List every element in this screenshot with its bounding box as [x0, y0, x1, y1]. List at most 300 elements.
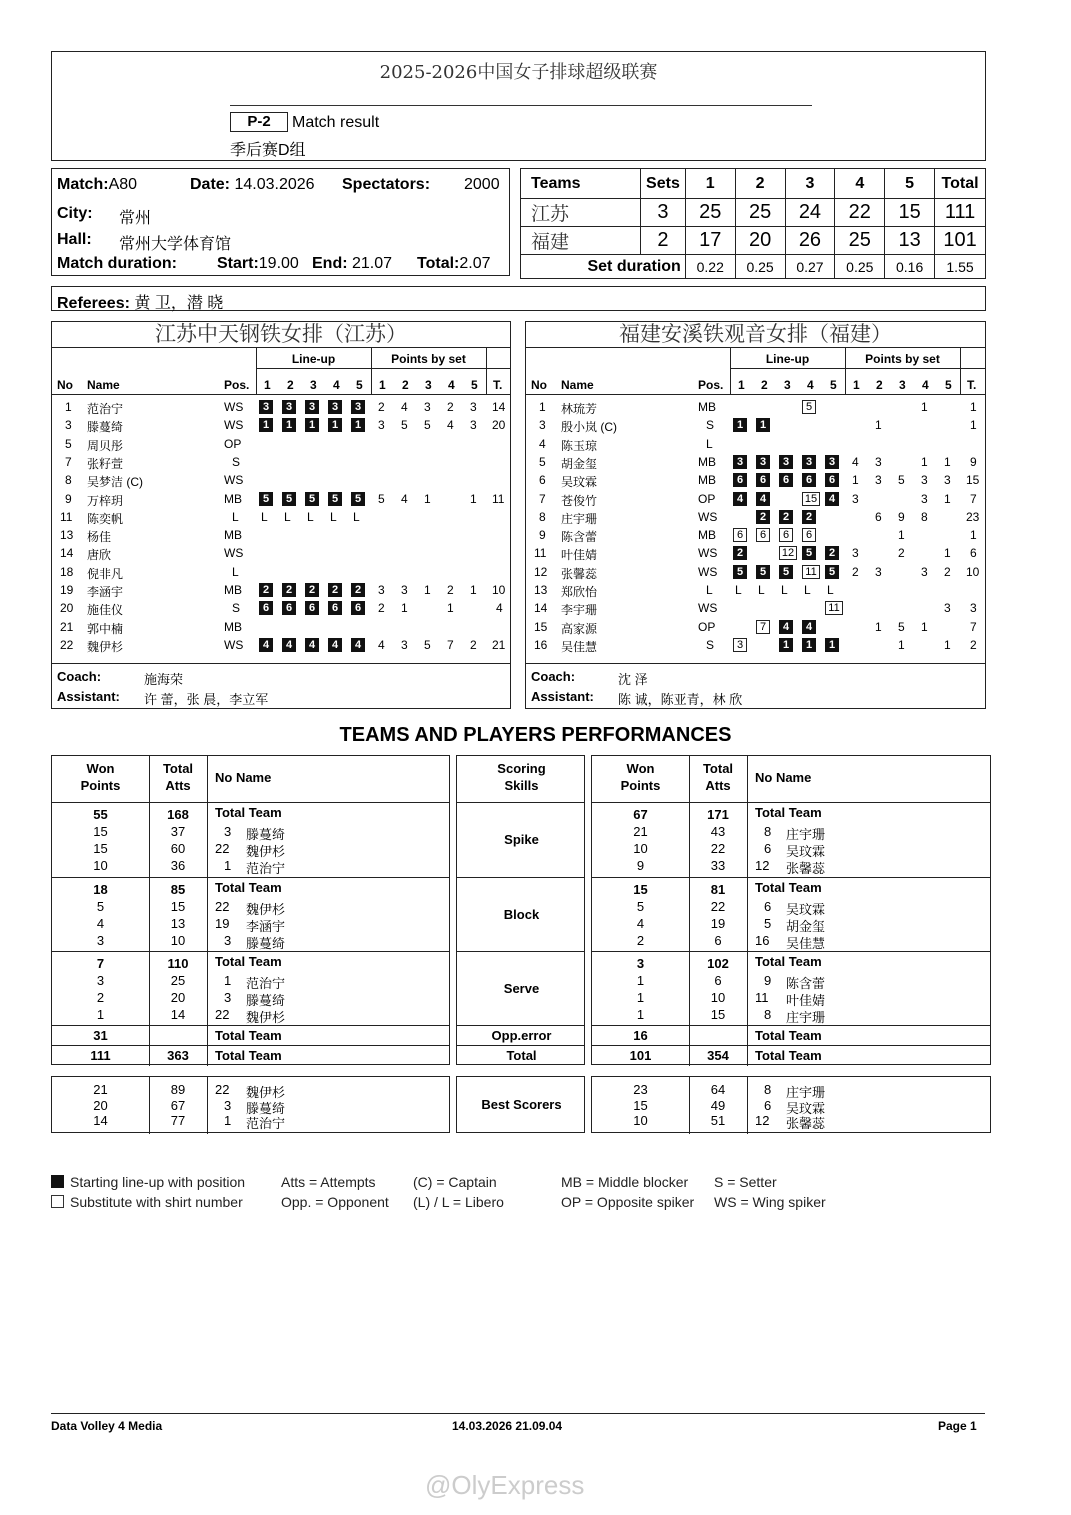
legend-atts: Atts = Attempts: [281, 1174, 376, 1190]
total-team-label: Total Team: [755, 1028, 822, 1043]
player-name: 陈含蕾: [561, 530, 598, 545]
player-name: 滕蔓绮: [87, 420, 124, 435]
away-team-box: [525, 321, 986, 709]
lineup-start-cell: 1: [305, 418, 319, 432]
player-won: 1: [96, 1007, 105, 1022]
row-divider: [592, 1045, 990, 1046]
lineup-set-header: 2: [761, 378, 768, 392]
lineup-libero: L: [781, 583, 788, 597]
set1-header: 1: [685, 169, 735, 199]
player-row: [52, 508, 510, 526]
player-number: 3: [65, 418, 72, 433]
player-name: 吴佳慧: [786, 936, 826, 951]
player-position: WS: [224, 546, 244, 561]
player-number: 5: [539, 454, 546, 469]
row-divider: [592, 877, 990, 878]
team-won: 15: [633, 882, 648, 897]
lineup-start-cell: 2: [259, 583, 273, 597]
scoring-header: Scoring: [497, 761, 546, 776]
team-won: 18: [93, 882, 108, 897]
player-won: 5: [96, 899, 105, 914]
match-date: 14.03.2026: [234, 176, 315, 193]
player-position: WS: [224, 473, 244, 488]
player-name: 苍俊竹: [561, 493, 598, 508]
away-best-scorers: [591, 1076, 991, 1133]
player-atts: 33: [710, 858, 726, 873]
set-points: 3: [875, 564, 882, 579]
set-points: 2: [447, 583, 454, 597]
lineup-sub-cell: 6: [802, 528, 816, 542]
player-atts: 20: [170, 990, 186, 1005]
lineup-start-cell: 2: [779, 510, 793, 524]
team-atts: 81: [710, 882, 726, 897]
lineup-start-cell: 5: [825, 565, 839, 579]
player-total-points: 9: [970, 454, 977, 469]
lineup-start-cell: 3: [779, 455, 793, 469]
set-points: 1: [875, 418, 882, 433]
player-position: S: [232, 601, 241, 616]
sets-header: Sets: [641, 169, 686, 199]
lineup-start-cell: 5: [282, 492, 296, 506]
player-name: 范治宁: [246, 976, 286, 991]
player-number: 11: [534, 546, 547, 561]
player-number: 1: [539, 400, 546, 414]
player-name: 张籽萱: [87, 456, 124, 471]
start-time: 19.00: [258, 255, 299, 272]
player-name: 滕蔓绮: [246, 936, 286, 951]
best-no: 8: [764, 1082, 772, 1097]
header-box: [51, 51, 986, 161]
legend-mb: MB = Middle blocker: [561, 1174, 689, 1190]
player-name: 郭中楠: [87, 621, 124, 636]
lineup-start-cell: 6: [802, 473, 816, 487]
skills-header: Skills: [504, 778, 539, 793]
lineup-libero: L: [284, 509, 291, 524]
score-sets: 2: [641, 227, 686, 255]
player-total-points: 4: [496, 601, 503, 616]
player-no: 8: [764, 1007, 772, 1022]
player-total-points: 10: [492, 583, 506, 597]
watermark: @OlyExpress: [425, 1470, 585, 1500]
player-no: 6: [764, 899, 772, 914]
player-atts: 15: [710, 1007, 726, 1022]
lineup-start-cell: 1: [282, 418, 296, 432]
player-number: 12: [534, 564, 548, 579]
lineup-start-cell: 6: [351, 601, 365, 615]
best-name: 庄宇珊: [786, 1085, 826, 1100]
set-points: 1: [944, 637, 951, 652]
player-position: L: [706, 583, 713, 597]
points-set-header: 5: [471, 378, 478, 392]
lineup-start-cell: 5: [802, 546, 816, 560]
player-name: 吴佳慧: [561, 639, 598, 654]
lineup-sub-cell: 5: [802, 400, 816, 414]
player-no: 5: [764, 916, 772, 931]
lineup-sub-cell: 12: [779, 546, 797, 560]
set-points: 1: [470, 491, 477, 506]
player-position: WS: [224, 418, 244, 433]
total-team-label: Total Team: [755, 880, 822, 895]
player-row: [52, 526, 510, 544]
player-total-points: 3: [970, 601, 977, 616]
set-points: 1: [470, 583, 477, 597]
set-points: 1: [875, 619, 882, 634]
lineup-start-cell: 2: [733, 546, 747, 560]
lineup-start-cell: 3: [328, 400, 342, 414]
lineup-sub-cell: 6: [733, 528, 747, 542]
team-atts: 171: [707, 807, 729, 822]
lineup-start-cell: 2: [328, 583, 342, 597]
player-atts: 22: [710, 899, 726, 914]
set3-header: 3: [785, 169, 835, 199]
player-row: [526, 490, 985, 508]
home-best-scorers: [51, 1076, 450, 1133]
total-header: Total: [702, 761, 734, 776]
lineup-libero: L: [827, 583, 834, 597]
set-duration: 0.22: [685, 255, 735, 279]
set-points: 1: [424, 491, 431, 506]
player-name: 魏伊杉: [246, 844, 286, 859]
lineup-set-header: 1: [738, 378, 745, 392]
player-number: 16: [534, 637, 548, 652]
referees-box: [51, 286, 986, 311]
player-name: 陈含蕾: [786, 976, 826, 991]
set-points: 3: [470, 418, 477, 433]
lineup-sub-cell: 6: [779, 528, 793, 542]
best-scorers-label: Best Scorers: [481, 1097, 562, 1112]
player-row: [526, 471, 985, 489]
set-points: 2: [852, 564, 859, 579]
row-divider: [457, 951, 584, 952]
lineup-start-cell: 4: [282, 638, 296, 652]
grand-total-atts: 354: [707, 1048, 729, 1063]
lineup-start-cell: 2: [351, 583, 365, 597]
lineup-start-cell: 6: [259, 601, 273, 615]
player-no: 8: [764, 824, 772, 839]
player-won: 1: [636, 1007, 645, 1022]
player-name: 李涵宇: [246, 919, 286, 934]
player-name: 周贝彤: [87, 438, 124, 453]
total-label: Total: [506, 1048, 537, 1063]
player-position: MB: [224, 491, 242, 506]
set-points: 6: [875, 509, 882, 524]
best-points: 14: [93, 1113, 108, 1128]
player-position: S: [706, 418, 715, 433]
set-points: 4: [378, 637, 385, 652]
coach-label: Coach:: [531, 669, 576, 684]
player-no: 6: [764, 841, 772, 856]
player-row: [526, 398, 985, 416]
set-points: 2: [898, 546, 905, 561]
coach-name: 施海荣: [144, 672, 184, 687]
player-atts: 6: [714, 973, 722, 988]
player-won: 1: [636, 990, 645, 1005]
player-row: [52, 490, 510, 508]
set-points: 2: [944, 564, 951, 579]
team-title: 福建安溪铁观音女排（福建）: [526, 322, 985, 348]
best-atts: 51: [710, 1113, 726, 1128]
lineup-start-cell: 3: [282, 400, 296, 414]
player-name: 高家源: [561, 621, 598, 636]
player-won: 4: [96, 916, 105, 931]
total-team-label: Total Team: [215, 880, 282, 895]
player-position: S: [232, 454, 241, 469]
spectators-count: 2000: [464, 176, 500, 193]
lineup-start-cell: 4: [305, 638, 319, 652]
points-header: Points: [620, 778, 661, 793]
player-number: 1: [65, 400, 72, 414]
score-set2: 20: [735, 227, 785, 255]
header-column-divider: [960, 348, 961, 394]
set-points: 2: [447, 400, 454, 414]
player-number: 15: [534, 619, 548, 634]
player-atts: 13: [170, 916, 186, 931]
set-points: 8: [921, 509, 928, 524]
set-points: 3: [401, 637, 408, 652]
best-no: 12: [755, 1113, 770, 1128]
player-position: L: [232, 509, 239, 524]
player-row: [526, 416, 985, 434]
set-points: 1: [424, 583, 431, 597]
score-set2: 25: [735, 199, 785, 227]
match-label: Match:: [57, 176, 109, 193]
player-name: 庄宇珊: [786, 1010, 826, 1025]
row-divider: [457, 877, 584, 878]
won-header: Won: [626, 761, 655, 776]
player-row: [52, 398, 510, 416]
lineup-start-cell: 4: [733, 492, 747, 506]
total-label: Total:: [417, 255, 460, 272]
player-position: MB: [698, 454, 716, 469]
player-total-points: 1: [970, 528, 977, 543]
match-number: A80: [108, 176, 138, 193]
team-won: 7: [96, 956, 105, 971]
atts-header: Atts: [705, 778, 731, 793]
player-atts: 19: [710, 916, 726, 931]
best-no: 22: [215, 1082, 230, 1097]
team-won: 55: [93, 807, 108, 822]
no-name-header: No Name: [755, 770, 812, 785]
header-divider: [230, 105, 812, 106]
player-name: 施佳仪: [87, 603, 124, 618]
lineup-libero: L: [307, 509, 314, 524]
set2-header: 2: [735, 169, 785, 199]
hall-label: Hall:: [57, 231, 92, 248]
coach-name: 沈 泽: [618, 672, 648, 687]
lineup-start-cell: 1: [756, 418, 770, 432]
player-position: S: [706, 637, 715, 652]
lineup-set-header: 2: [287, 378, 294, 392]
lineup-start-cell: 6: [825, 473, 839, 487]
player-position: MB: [224, 528, 242, 543]
player-row: [526, 581, 985, 599]
lineup-sub-cell: 7: [756, 620, 770, 634]
lineup-start-cell: 5: [328, 492, 342, 506]
set-duration: 0.27: [785, 255, 835, 279]
away-performance-table: [591, 755, 991, 1065]
set-points: 3: [852, 491, 859, 506]
player-name: 滕蔓绮: [246, 827, 286, 842]
player-no: 16: [755, 933, 770, 948]
player-name: 杨佳: [87, 530, 112, 545]
lineup-start-cell: 2: [825, 546, 839, 560]
player-position: OP: [224, 436, 242, 451]
player-name: 滕蔓绮: [246, 993, 286, 1008]
player-atts: 10: [170, 933, 186, 948]
set-score-table: [520, 168, 986, 279]
performance-title: TEAMS AND PLAYERS PERFORMANCES: [339, 724, 732, 746]
lineup-start-cell: 3: [305, 400, 319, 414]
document-title: Match result: [292, 114, 380, 131]
player-position: WS: [698, 601, 718, 616]
score-set4: 25: [835, 227, 885, 255]
player-won: 2: [636, 933, 645, 948]
best-no: 6: [764, 1097, 772, 1113]
footer-page: Page 1: [938, 1419, 977, 1433]
player-row: [52, 435, 510, 453]
set-points: 1: [898, 528, 905, 543]
player-won: 21: [633, 824, 648, 839]
skill-name: Block: [503, 907, 540, 922]
player-atts: 43: [710, 824, 726, 839]
city-label: City:: [57, 205, 93, 222]
points-header: Points by set: [391, 352, 466, 366]
player-total-points: 6: [970, 546, 977, 561]
score-set3: 26: [785, 227, 835, 255]
player-atts: 10: [710, 990, 726, 1005]
lineup-set-header: 4: [333, 378, 340, 392]
lineup-start-cell: 6: [282, 601, 296, 615]
player-row: [52, 636, 510, 654]
player-position: MB: [698, 473, 716, 488]
best-name: 范治宁: [246, 1116, 286, 1131]
set-points: 5: [898, 473, 905, 488]
player-name: 殷小岚 (C): [561, 420, 617, 435]
set-points: 4: [401, 400, 408, 414]
player-row: [52, 581, 510, 599]
player-position: WS: [698, 546, 718, 561]
set-points: 3: [921, 564, 928, 579]
player-name: 张馨蕊: [786, 861, 826, 876]
best-atts: 64: [710, 1082, 726, 1097]
score-set1: 17: [685, 227, 735, 255]
lineup-set-header: 3: [310, 378, 317, 392]
legend-substitute-text: Substitute with shirt number: [70, 1194, 243, 1210]
opp-error-away: 16: [633, 1028, 648, 1043]
team-atts: 102: [707, 956, 729, 971]
lineup-start-cell: 2: [802, 510, 816, 524]
set-points: 3: [852, 546, 859, 561]
total-points-header: T.: [967, 378, 977, 392]
points-set-header: 2: [876, 378, 883, 392]
lineup-start-cell: 1: [351, 418, 365, 432]
best-no: 1: [224, 1113, 232, 1128]
score-set5: 15: [885, 199, 935, 227]
home-team-box: [51, 321, 511, 709]
lineup-start-cell: 5: [305, 492, 319, 506]
player-name: 魏伊杉: [87, 639, 124, 654]
lineup-start-cell: 5: [756, 565, 770, 579]
atts-header: Atts: [165, 778, 191, 793]
player-position: MB: [224, 619, 242, 634]
skills-column: [456, 755, 585, 1065]
set5-header: 5: [885, 169, 935, 199]
player-number: 9: [539, 528, 546, 543]
header-bottom-divider: [526, 394, 985, 395]
legend-captain: (C) = Captain: [413, 1174, 497, 1190]
player-name: 陈奕帆: [87, 511, 124, 526]
set-points: 1: [944, 546, 951, 561]
set-points: 3: [875, 473, 882, 488]
stage-label: 季后赛D组: [230, 142, 306, 159]
player-total-points: 21: [492, 637, 506, 652]
opp-error-home: 31: [93, 1028, 108, 1043]
lineup-start-cell: 4: [802, 620, 816, 634]
lineup-start-cell: 3: [802, 455, 816, 469]
set-points: 2: [378, 601, 385, 616]
player-won: 10: [93, 858, 108, 873]
player-name: 林琉芳: [561, 402, 598, 416]
set-points: 3: [470, 400, 477, 414]
referees-names: 黄 卫，潜 晓: [134, 295, 224, 312]
teams-header: Teams: [521, 169, 641, 199]
player-number: 6: [539, 473, 546, 488]
player-number: 14: [534, 601, 548, 616]
set-points: 3: [921, 473, 928, 488]
set-points: 3: [875, 454, 882, 469]
player-position: L: [232, 564, 239, 579]
player-won: 10: [633, 841, 648, 856]
lineup-start-cell: 1: [825, 638, 839, 652]
score-team-name: 福建: [521, 227, 641, 255]
referees-label: Referees:: [57, 295, 130, 312]
team-won: 67: [633, 807, 648, 822]
lineup-set-header: 5: [356, 378, 363, 392]
lineup-start-cell: 6: [779, 473, 793, 487]
total-header: Total: [935, 169, 986, 199]
lineup-start-cell: 5: [351, 492, 365, 506]
best-name: 吴玟霖: [786, 1100, 826, 1116]
total-team-label: Total Team: [755, 954, 822, 969]
footer-software: Data Volley 4 Media: [51, 1419, 163, 1433]
column-divider: [207, 1077, 208, 1134]
player-row: [52, 453, 510, 471]
lineup-start-cell: 5: [779, 565, 793, 579]
lineup-start-cell: 3: [259, 400, 273, 414]
set-points: 1: [944, 491, 951, 506]
lineup-set-header: 4: [807, 378, 814, 392]
player-number: 13: [60, 528, 74, 543]
header-sub-divider: [256, 368, 511, 369]
page-code: P-2: [230, 112, 288, 132]
end-time: 21.07: [352, 255, 393, 272]
player-position: WS: [224, 400, 244, 414]
column-divider: [747, 1077, 748, 1134]
total-duration: 2.07: [459, 255, 491, 272]
city-name: 常州: [119, 210, 152, 227]
player-name: 胡金玺: [786, 919, 826, 934]
player-number: 22: [60, 637, 74, 652]
player-number: 21: [60, 619, 74, 634]
lineup-libero: L: [735, 583, 742, 597]
player-number: 3: [539, 418, 546, 433]
set-points: 1: [921, 454, 928, 469]
player-won: 9: [636, 858, 645, 873]
pos-header: Pos.: [224, 378, 250, 392]
player-position: WS: [698, 509, 718, 524]
lineup-start-cell: 2: [305, 583, 319, 597]
player-no: 22: [215, 1007, 230, 1022]
